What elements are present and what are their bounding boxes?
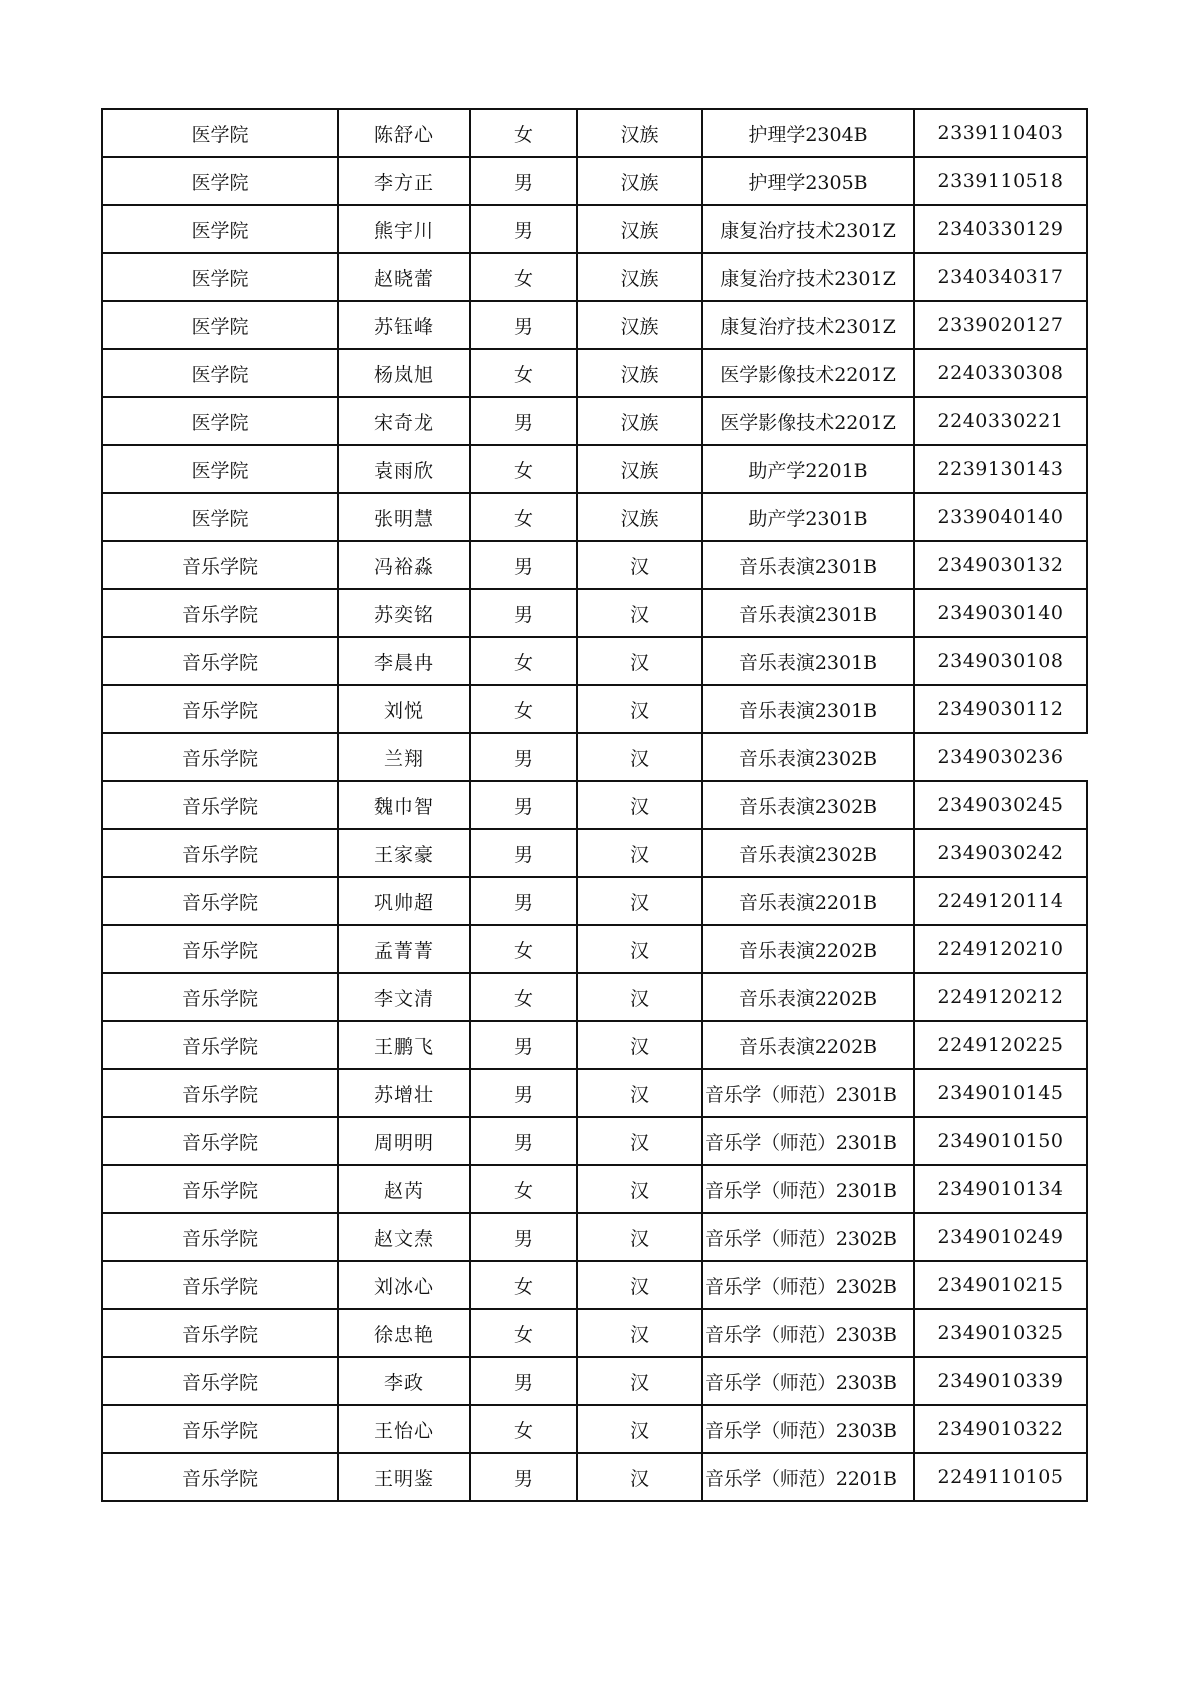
student-id-cell: 2349010249 [914,1213,1087,1261]
name-cell: 兰翔 [338,733,470,781]
student-id-cell: 2349030242 [914,829,1087,877]
table-row [102,1261,1087,1309]
gender-cell: 男 [470,541,577,589]
name-cell: 王怡心 [338,1405,470,1453]
ethnicity-cell: 汉族 [577,493,702,541]
ethnicity-cell: 汉 [577,541,702,589]
ethnicity-cell: 汉 [577,685,702,733]
class-cell: 护理学2304B [702,109,914,157]
ethnicity-cell: 汉族 [577,445,702,493]
class-cell: 音乐学（师范）2301B [702,1117,914,1165]
class-cell: 音乐表演2301B [702,637,914,685]
table-row [102,397,1087,445]
gender-cell: 男 [470,1453,577,1501]
college-cell: 医学院 [102,397,338,445]
student-id-cell: 2249120114 [914,877,1087,925]
name-cell: 李晨冉 [338,637,470,685]
class-cell: 音乐表演2301B [702,541,914,589]
gender-cell: 女 [470,1165,577,1213]
college-cell: 音乐学院 [102,589,338,637]
ethnicity-cell: 汉族 [577,349,702,397]
ethnicity-cell: 汉族 [577,109,702,157]
table-row [102,1069,1087,1117]
table-row [102,1453,1087,1501]
name-cell: 王鹏飞 [338,1021,470,1069]
name-cell: 李政 [338,1357,470,1405]
table-row [102,973,1087,1021]
college-cell: 音乐学院 [102,1069,338,1117]
table-row [102,205,1087,253]
ethnicity-cell: 汉 [577,1021,702,1069]
table-row [102,685,1087,733]
table-row [102,109,1087,157]
name-cell: 孟菁菁 [338,925,470,973]
ethnicity-cell: 汉 [577,637,702,685]
ethnicity-cell: 汉 [577,1261,702,1309]
ethnicity-cell: 汉 [577,781,702,829]
class-cell: 助产学2201B [702,445,914,493]
table-row [102,157,1087,205]
class-cell: 音乐表演2302B [702,781,914,829]
student-id-cell: 2339110518 [914,157,1087,205]
name-cell: 赵文焘 [338,1213,470,1261]
table-row [102,589,1087,637]
name-cell: 赵芮 [338,1165,470,1213]
gender-cell: 男 [470,1213,577,1261]
student-id-cell: 2340330129 [914,205,1087,253]
gender-cell: 男 [470,301,577,349]
student-id-cell: 2349030245 [914,781,1087,829]
ethnicity-cell: 汉族 [577,397,702,445]
table-row [102,733,1087,781]
student-id-cell: 2249120210 [914,925,1087,973]
college-cell: 音乐学院 [102,541,338,589]
ethnicity-cell: 汉 [577,1117,702,1165]
gender-cell: 男 [470,1021,577,1069]
student-id-cell: 2349010134 [914,1165,1087,1213]
table-row [102,1357,1087,1405]
ethnicity-cell: 汉 [577,829,702,877]
college-cell: 医学院 [102,157,338,205]
gender-cell: 女 [470,253,577,301]
gender-cell: 女 [470,109,577,157]
name-cell: 王家豪 [338,829,470,877]
college-cell: 音乐学院 [102,733,338,781]
name-cell: 冯裕淼 [338,541,470,589]
name-cell: 王明鉴 [338,1453,470,1501]
college-cell: 医学院 [102,493,338,541]
name-cell: 巩帅超 [338,877,470,925]
ethnicity-cell: 汉族 [577,205,702,253]
ethnicity-cell: 汉 [577,589,702,637]
class-cell: 音乐表演2302B [702,829,914,877]
name-cell: 魏巾智 [338,781,470,829]
gender-cell: 女 [470,1309,577,1357]
gender-cell: 女 [470,445,577,493]
college-cell: 医学院 [102,109,338,157]
class-cell: 医学影像技术2201Z [702,397,914,445]
table-row [102,829,1087,877]
table-row [102,877,1087,925]
ethnicity-cell: 汉 [577,925,702,973]
college-cell: 音乐学院 [102,1021,338,1069]
class-cell: 音乐学（师范）2303B [702,1357,914,1405]
class-cell: 医学影像技术2201Z [702,349,914,397]
ethnicity-cell: 汉 [577,1453,702,1501]
class-cell: 护理学2305B [702,157,914,205]
table-row [102,301,1087,349]
student-id-cell: 2339040140 [914,493,1087,541]
class-cell: 音乐学（师范）2301B [702,1069,914,1117]
class-cell: 音乐学（师范）2302B [702,1213,914,1261]
gender-cell: 男 [470,205,577,253]
gender-cell: 女 [470,1261,577,1309]
name-cell: 徐忠艳 [338,1309,470,1357]
student-id-cell: 2349010145 [914,1069,1087,1117]
name-cell: 李方正 [338,157,470,205]
name-cell: 刘悦 [338,685,470,733]
roster-body [102,109,1087,1501]
college-cell: 音乐学院 [102,1117,338,1165]
table-row [102,493,1087,541]
ethnicity-cell: 汉 [577,1165,702,1213]
student-id-cell: 2349010339 [914,1357,1087,1405]
class-cell: 助产学2301B [702,493,914,541]
student-id-cell: 2249120212 [914,973,1087,1021]
table-row [102,781,1087,829]
gender-cell: 男 [470,589,577,637]
table-row [102,1117,1087,1165]
table-row [102,1213,1087,1261]
ethnicity-cell: 汉族 [577,157,702,205]
student-id-cell: 2249110105 [914,1453,1087,1501]
table-row [102,1165,1087,1213]
student-id-cell: 2349010325 [914,1309,1087,1357]
class-cell: 音乐学（师范）2303B [702,1309,914,1357]
name-cell: 杨岚旭 [338,349,470,397]
college-cell: 音乐学院 [102,1453,338,1501]
gender-cell: 男 [470,829,577,877]
class-cell: 音乐表演2301B [702,685,914,733]
table-row [102,445,1087,493]
college-cell: 音乐学院 [102,1165,338,1213]
gender-cell: 男 [470,157,577,205]
table-row [102,637,1087,685]
college-cell: 音乐学院 [102,1309,338,1357]
college-cell: 音乐学院 [102,877,338,925]
college-cell: 音乐学院 [102,1213,338,1261]
college-cell: 音乐学院 [102,637,338,685]
student-id-cell: 2349030108 [914,637,1087,685]
student-roster-table [101,108,1088,1502]
name-cell: 陈舒心 [338,109,470,157]
class-cell: 音乐表演2202B [702,925,914,973]
student-id-cell: 2240330308 [914,349,1087,397]
class-cell: 音乐表演2301B [702,589,914,637]
class-cell: 音乐学（师范）2303B [702,1405,914,1453]
student-id-cell: 2239130143 [914,445,1087,493]
student-id-cell: 2339110403 [914,109,1087,157]
college-cell: 医学院 [102,349,338,397]
ethnicity-cell: 汉 [577,1069,702,1117]
ethnicity-cell: 汉 [577,973,702,1021]
gender-cell: 男 [470,397,577,445]
gender-cell: 女 [470,685,577,733]
gender-cell: 男 [470,733,577,781]
class-cell: 音乐表演2201B [702,877,914,925]
ethnicity-cell: 汉族 [577,301,702,349]
name-cell: 周明明 [338,1117,470,1165]
table-row [102,925,1087,973]
gender-cell: 女 [470,349,577,397]
ethnicity-cell: 汉 [577,1357,702,1405]
college-cell: 音乐学院 [102,1357,338,1405]
name-cell: 赵晓蕾 [338,253,470,301]
name-cell: 苏增壮 [338,1069,470,1117]
gender-cell: 女 [470,637,577,685]
ethnicity-cell: 汉 [577,733,702,781]
college-cell: 音乐学院 [102,1405,338,1453]
table-row [102,1309,1087,1357]
class-cell: 康复治疗技术2301Z [702,301,914,349]
name-cell: 宋奇龙 [338,397,470,445]
college-cell: 音乐学院 [102,781,338,829]
college-cell: 医学院 [102,253,338,301]
college-cell: 医学院 [102,205,338,253]
college-cell: 医学院 [102,301,338,349]
gender-cell: 女 [470,493,577,541]
student-id-cell: 2240330221 [914,397,1087,445]
college-cell: 音乐学院 [102,829,338,877]
class-cell: 康复治疗技术2301Z [702,205,914,253]
student-id-cell: 2349010215 [914,1261,1087,1309]
name-cell: 张明慧 [338,493,470,541]
college-cell: 音乐学院 [102,685,338,733]
gender-cell: 男 [470,781,577,829]
name-cell: 李文清 [338,973,470,1021]
gender-cell: 女 [470,1405,577,1453]
ethnicity-cell: 汉 [577,877,702,925]
student-id-cell: 2249120225 [914,1021,1087,1069]
student-id-cell: 2349030112 [914,685,1087,733]
college-cell: 音乐学院 [102,1261,338,1309]
class-cell: 音乐表演2202B [702,973,914,1021]
name-cell: 熊宇川 [338,205,470,253]
ethnicity-cell: 汉 [577,1405,702,1453]
class-cell: 音乐学（师范）2201B [702,1453,914,1501]
class-cell: 音乐学（师范）2301B [702,1165,914,1213]
student-id-cell: 2349010150 [914,1117,1087,1165]
ethnicity-cell: 汉 [577,1309,702,1357]
student-id-cell: 2349030236 [914,733,1087,781]
gender-cell: 女 [470,973,577,1021]
table-row [102,1021,1087,1069]
student-id-cell: 2349030140 [914,589,1087,637]
class-cell: 音乐表演2202B [702,1021,914,1069]
name-cell: 苏奕铭 [338,589,470,637]
gender-cell: 男 [470,1357,577,1405]
name-cell: 刘冰心 [338,1261,470,1309]
student-id-cell: 2339020127 [914,301,1087,349]
class-cell: 音乐学（师范）2302B [702,1261,914,1309]
college-cell: 医学院 [102,445,338,493]
student-id-cell: 2340340317 [914,253,1087,301]
student-id-cell: 2349010322 [914,1405,1087,1453]
gender-cell: 男 [470,877,577,925]
name-cell: 袁雨欣 [338,445,470,493]
table-row [102,349,1087,397]
student-id-cell: 2349030132 [914,541,1087,589]
table-row [102,541,1087,589]
class-cell: 康复治疗技术2301Z [702,253,914,301]
gender-cell: 女 [470,925,577,973]
ethnicity-cell: 汉 [577,1213,702,1261]
class-cell: 音乐表演2302B [702,733,914,781]
gender-cell: 男 [470,1117,577,1165]
college-cell: 音乐学院 [102,973,338,1021]
ethnicity-cell: 汉族 [577,253,702,301]
table-row [102,253,1087,301]
name-cell: 苏钰峰 [338,301,470,349]
college-cell: 音乐学院 [102,925,338,973]
gender-cell: 男 [470,1069,577,1117]
table-row [102,1405,1087,1453]
